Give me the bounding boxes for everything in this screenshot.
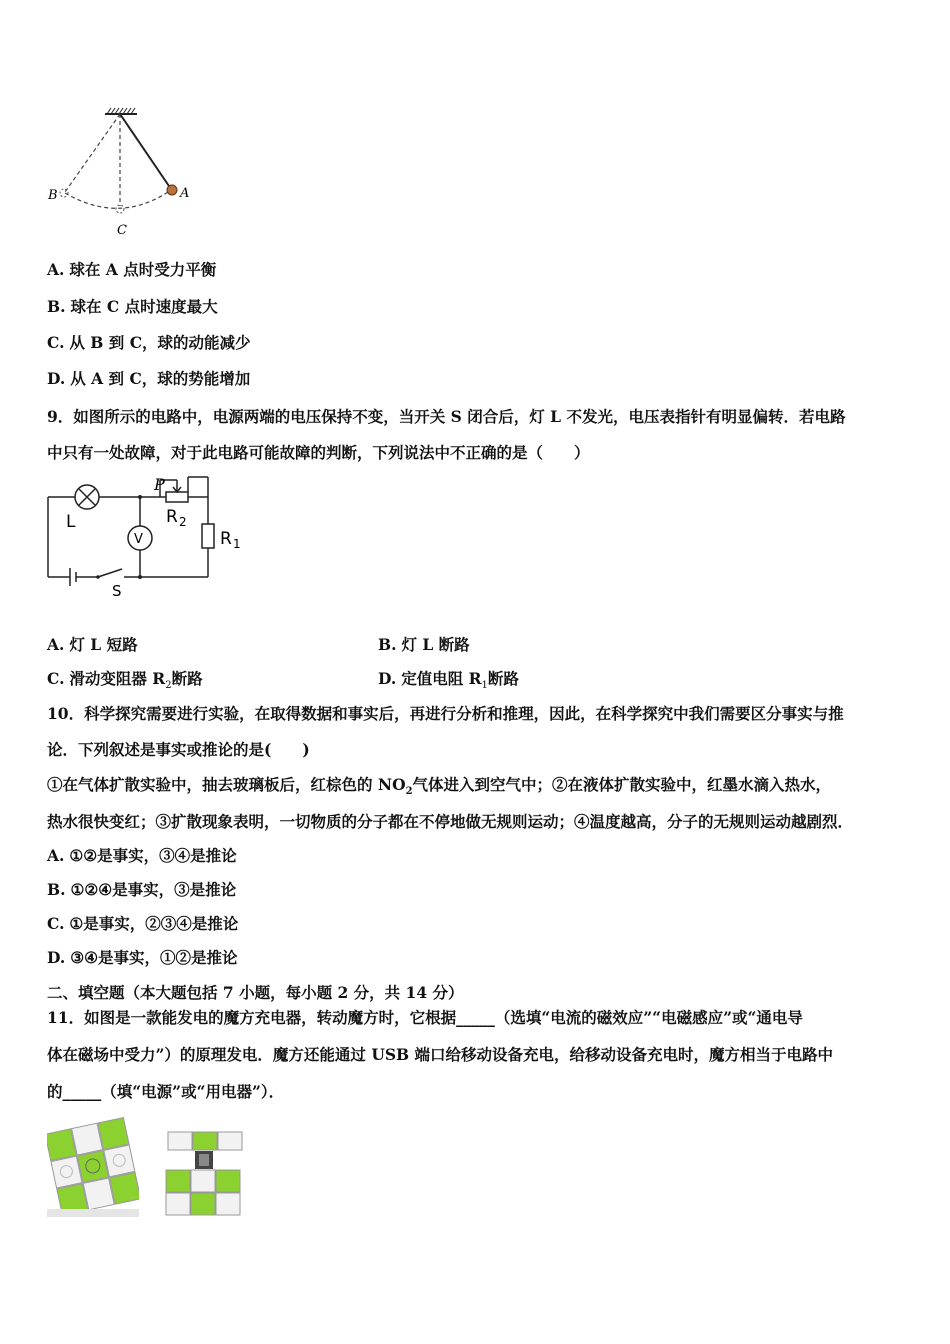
q10-stem-line2: 论．下列叙述是事实或推论的是( ) [47,740,310,759]
option-letter: C. [47,333,65,352]
option-text: 从 B 到 C，球的动能减少 [69,333,251,352]
label-r2-sub: 2 [179,515,187,529]
option-letter: A. [47,260,65,279]
option-text: ①②④是事实，③是推论 [70,880,237,899]
q9-option-b[interactable] [378,635,470,655]
label-c: C [117,223,127,238]
option-tail: 断路 [171,669,203,688]
option-text: ①②是事实，③④是推论 [69,846,237,865]
option-letter: C. [47,914,65,933]
q10-option-b[interactable] [47,880,236,900]
q9-option-c[interactable] [47,669,203,696]
option-text: 球在 A 点时受力平衡 [69,260,217,279]
q10-line3-b: 气体进入到空气中；②在液体扩散实验中，红墨水滴入热水， [412,775,832,794]
q10-option-c[interactable] [47,914,238,934]
label-a: A [180,186,190,201]
q10-line3-sub: 2 [405,786,413,798]
label-b: B [48,188,58,203]
label-r2: R [166,507,178,527]
q9-option-a[interactable] [47,635,138,655]
option-tail: 断路 [487,669,519,688]
option-text: 定值电阻 R [401,669,482,688]
pendulum-diagram [40,100,210,245]
q10-stem-line3 [47,775,831,802]
q8-option-a[interactable] [47,260,216,280]
q10-stem-line4: 热水很快变红；③扩散现象表明，一切物质的分子都在不停地做无规则运动；④温度越高，分子的无规则运动越剧烈． [47,812,854,831]
option-text: 灯 L 断路 [401,635,470,654]
q9-option-d[interactable] [378,669,519,696]
q8-option-b[interactable] [47,297,218,317]
option-letter: B. [47,880,66,899]
q11-stem-line1: 11．如图是一款能发电的魔方充电器，转动魔方时，它根据_____（选填“电流的磁效应”“电磁感应”或“通电导 [47,1008,803,1027]
q10-option-d[interactable] [47,948,238,968]
q8-option-c[interactable] [47,333,251,353]
section-heading: 二、填空题（本大题包括 7 小题，每小题 2 分，共 14 分） [47,983,464,1002]
option-letter: D. [47,948,66,967]
option-text: ③④是事实，①②是推论 [70,948,238,967]
option-letter: D. [47,369,66,388]
magic-cube-opened-photo [162,1130,246,1218]
q10-stem-line1: 10．科学探究需要进行实验，在取得数据和事实后，再进行分析和推理，因此，在科学探究中我们需要区分事实与推 [47,704,844,723]
q9-stem-line2: 中只有一处故障，对于此电路可能故障的判断，下列说法中不正确的是（ ） [47,443,590,462]
label-r1-sub: 1 [233,537,241,551]
option-text: 滑动变阻器 R [69,669,166,688]
label-r1: R [220,529,232,549]
q10-line3-a: ①在气体扩散实验中，抽去玻璃板后，红棕色的 NO [47,775,406,794]
q11-stem-line2: 体在磁场中受力”）的原理发电．魔方还能通过 USB 端口给移动设备充电，给移动设备充电时，魔方相当于电路中 [47,1045,834,1064]
option-sub: 1 [481,680,488,692]
q10-option-a[interactable] [47,846,237,866]
option-letter: B. [378,635,397,654]
option-text: 球在 C 点时速度最大 [70,297,218,316]
q8-option-d[interactable] [47,369,250,389]
q9-stem-line1: 9．如图所示的电路中，电源两端的电压保持不变，当开关 S 闭合后，灯 L 不发光，电压表指针有明显偏转．若电路 [47,407,846,426]
option-letter: A. [47,635,65,654]
circuit-diagram [40,472,260,602]
label-s: S [112,582,122,600]
option-letter: A. [47,846,65,865]
option-text: ①是事实，②③④是推论 [69,914,239,933]
option-text: 从 A 到 C，球的势能增加 [70,369,251,388]
option-sub: 2 [165,680,172,692]
magic-cube-photo [47,1117,139,1217]
q11-stem-line3: 的_____（填“电源”或“用电器”）． [47,1082,285,1101]
label-v: V [134,532,143,547]
option-letter: D. [378,669,397,688]
option-letter: C. [47,669,65,688]
option-letter: B. [47,297,66,316]
option-text: 灯 L 短路 [69,635,138,654]
label-p: P [154,475,165,494]
label-l: L [66,512,76,532]
